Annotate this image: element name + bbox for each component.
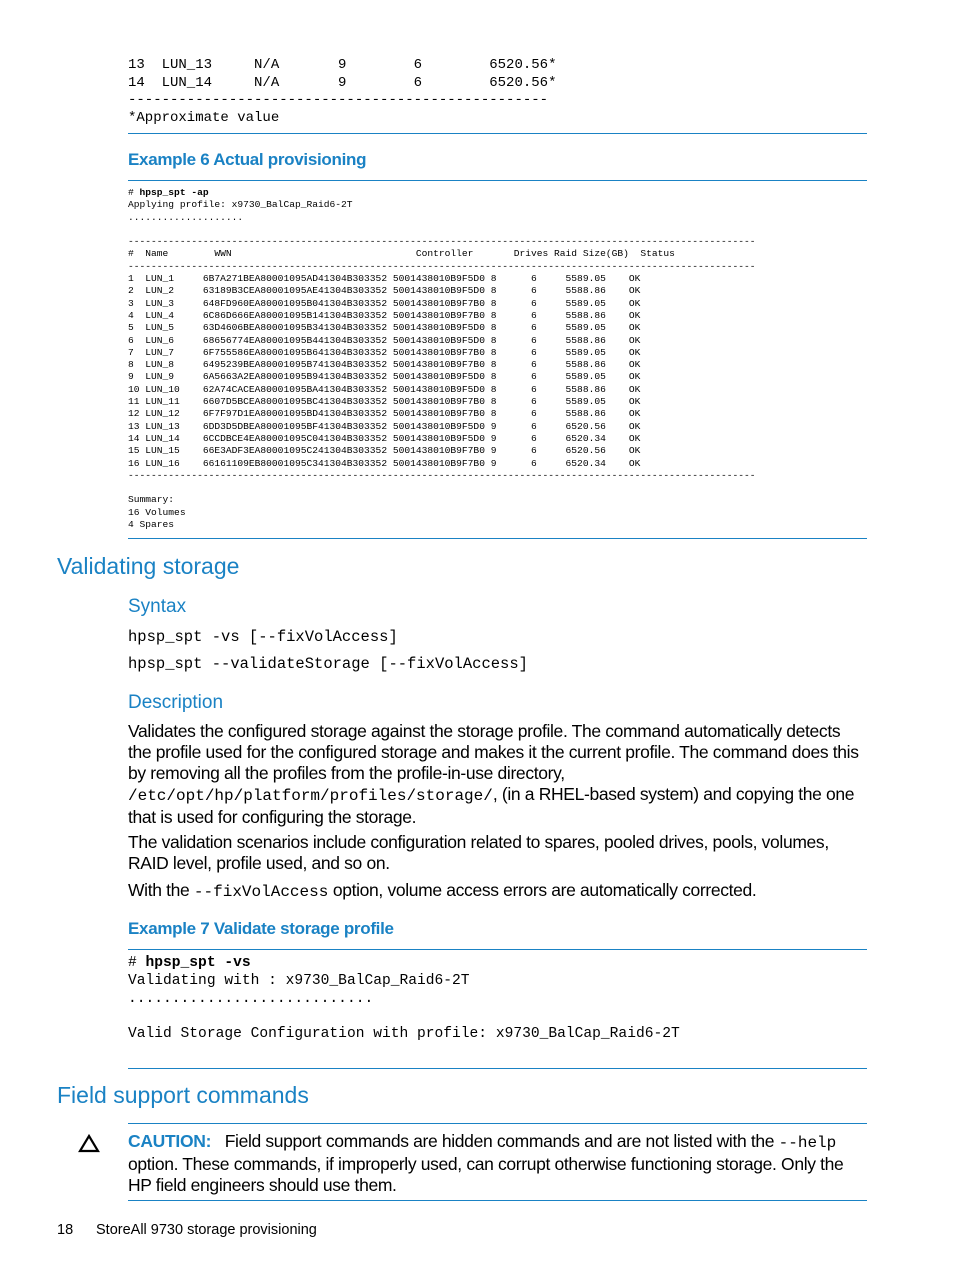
caution-label: CAUTION: (128, 1131, 212, 1151)
example6-code-block (128, 187, 756, 531)
inline-code-option: --fixVolAccess (193, 883, 329, 901)
section-heading-validating-storage: Validating storage (57, 553, 240, 579)
footer-title: StoreAll 9730 storage provisioning (96, 1222, 317, 1238)
warning-triangle-icon (78, 1133, 100, 1153)
divider (128, 949, 867, 950)
divider (128, 1200, 867, 1201)
section-heading-field-support: Field support commands (57, 1082, 309, 1108)
command-prompt: # (128, 955, 146, 971)
page-number: 18 (57, 1222, 74, 1238)
inline-code-help: --help (778, 1134, 837, 1152)
command: hpsp_spt -ap (139, 187, 209, 198)
caution-note: CAUTION: Field support commands are hidden commands and are not listed with the --help option. These commands, if improperly used, can corrupt otherwise functioning storage. Only the HP field engineers should use them. (128, 1131, 844, 1195)
syntax-heading: Syntax (128, 596, 187, 617)
example6-output: Applying profile: x9730_BalCap_Raid6-2T .................... ------------------------------------------------------------------------------------------------------------- # Name WWN Controller Drives Raid Size(GB) Status ------------------------------------------------------------------------------------------------------------- 1 LUN_1 6B7A271BEA80001095AD41304B303352 5001438010B9F5D0 8 6 5589.05 OK 2 LUN_2 63189B3CEA80001095AE41304B303352 5001438010B9F5D0 8 6 5588.86 OK 3 LUN_3 648FD960EA80001095B041304B303352 5001438010B9F7B0 8 6 5589.05 OK 4 LUN_4 6C86D666EA80001095B141304B303352 5001438010B9F7B0 8 6 5588.86 OK 5 LUN_5 63D4606BEA80001095B341304B303352 5001438010B9F5D0 8 6 5589.05 OK 6 LUN_6 68656774EA80001095B441304B303352 5001438010B9F5D0 8 6 5588.86 OK 7 LUN_7 6F755586EA80001095B641304B303352 5001438010B9F7B0 8 6 5589.05 OK 8 LUN_8 6495239BEA80001095B741304B303352 5001438010B9F7B0 8 6 5588.86 OK 9 LUN_9 6A5663A2EA80001095B941304B303352 5001438010B9F5D0 8 6 5589.05 OK 10 LUN_10 62A74CACEA80001095BA41304B303352 5001438010B9F5D0 8 6 5588.86 OK 11 LUN_11 6607D5BCEA80001095BC41304B303352 5001438010B9F7B0 8 6 5589.05 OK 12 LUN_12 6F7F97D1EA80001095BD41304B303352 5001438010B9F7B0 8 6 5588.86 OK 13 LUN_13 6DD3D5DBEA80001095BF41304B303352 5001438010B9F5D0 9 6 6520.56 OK 14 LUN_14 6CCDBCE4EA80001095C041304B303352 5001438010B9F5D0 9 6 6520.34 OK 15 LUN_15 66E3ADF3EA80001095C241304B303352 5001438010B9F7B0 9 6 6520.56 OK 16 LUN_16 66161109EB80001095C341304B303352 5001438010B9F7B0 9 6 6520.34 OK ------------------------------------------------------------------------------------------------------------- Summary: 16 Volumes 4 Spares (128, 199, 756, 531)
example6-caption: Example 6 Actual provisioning (128, 150, 367, 169)
divider (128, 133, 867, 134)
divider (128, 1123, 867, 1124)
validation-scenarios-paragraph: The validation scenarios include configuration related to spares, pooled drives, pools, volumes, RAID level, profile used, and so on. (128, 832, 829, 873)
command: hpsp_spt -vs (145, 955, 251, 971)
description-paragraph: Validates the configured storage against the storage profile. The command automatically detects the profile used for the configured storage and makes it the current profile. The command does this by removing all the profiles from the profile-in-use directory, /etc/opt/hp/platform/profiles/storage/, (in a RHEL-based system) and copying the one that is used for configuring the storage. (128, 721, 859, 827)
example7-code-block (128, 955, 680, 1044)
fixvolaccess-paragraph: With the --fixVolAccess option, volume access errors are automatically corrected. (128, 880, 757, 901)
divider (128, 538, 867, 539)
syntax-line: hpsp_spt --validateStorage [--fixVolAccess] (128, 655, 528, 673)
inline-code-path: /etc/opt/hp/platform/profiles/storage/ (128, 787, 493, 805)
divider (128, 180, 867, 181)
divider (128, 1068, 867, 1069)
command-prompt: # (128, 187, 140, 198)
example7-output: Validating with : x9730_BalCap_Raid6-2T ............................ Valid Storage Configuration with profile: x9730_BalCap_Raid6-2T (128, 972, 680, 1043)
example7-caption: Example 7 Validate storage profile (128, 919, 394, 938)
description-heading: Description (128, 692, 224, 713)
syntax-line: hpsp_spt -vs [--fixVolAccess] (128, 628, 398, 646)
top-listing: 13 LUN_13 N/A 9 6 6520.56* 14 LUN_14 N/A 9 6 6520.56* -------------------------------------------------- *Approximate value (128, 57, 557, 126)
